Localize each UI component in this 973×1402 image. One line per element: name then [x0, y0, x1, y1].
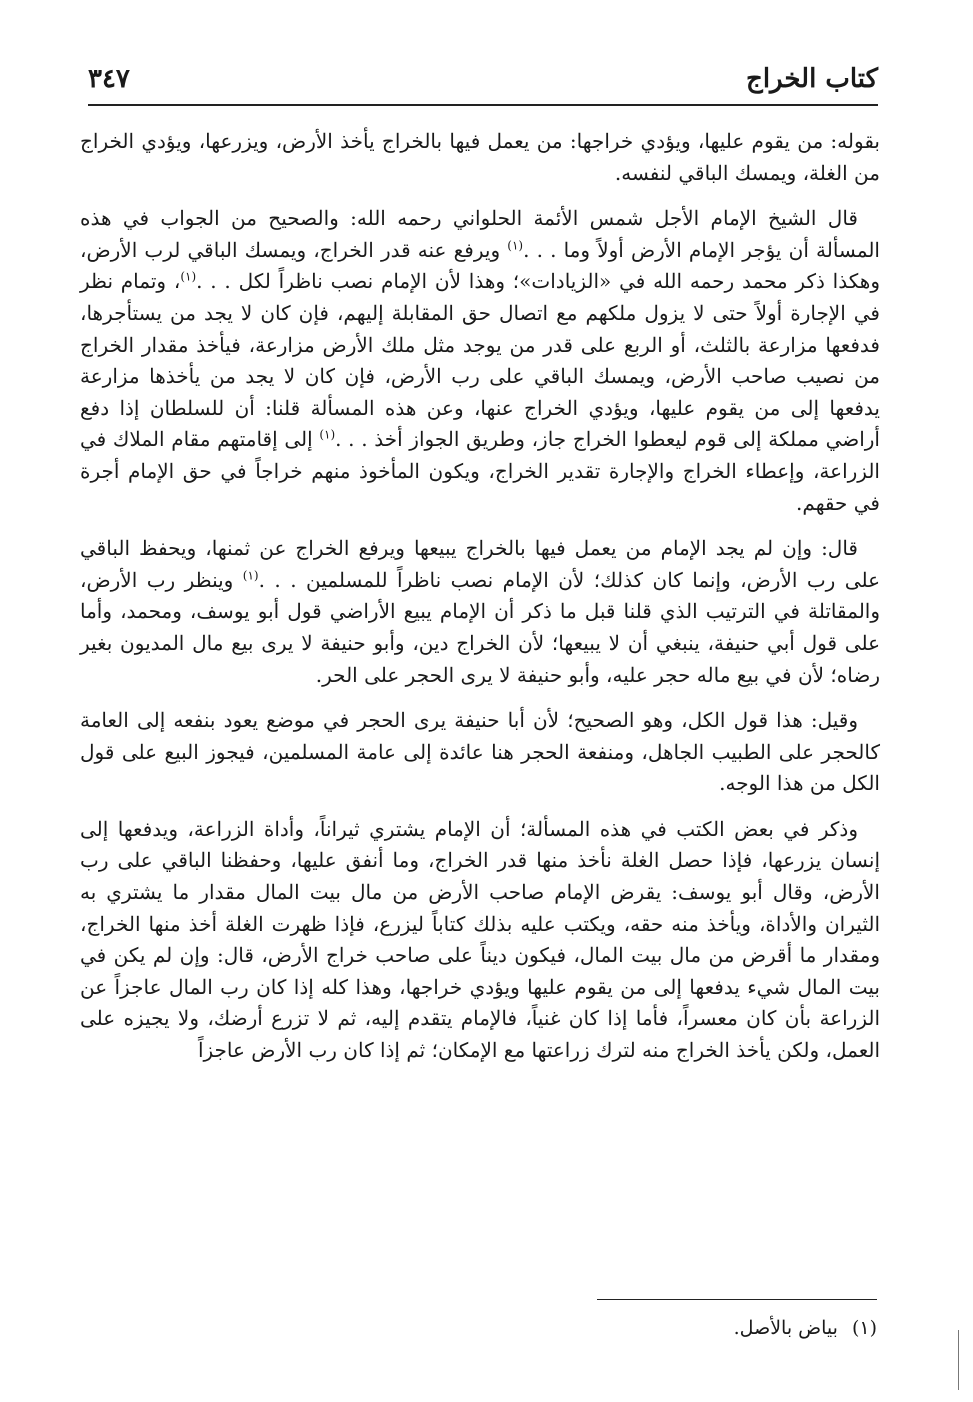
page-header	[88, 62, 878, 102]
footnote-ref: (١)	[180, 269, 197, 284]
footnote-text: بياض بالأصل.	[733, 1317, 838, 1339]
footnote	[734, 1314, 877, 1342]
paragraph-text: ، وتمام نظر في الإجارة أولاً حتى لا يزول ملكهم مع اتصال حق المقابلة إليهم، فإن كان لا يجد من يستأجرها، فدفعها مزارعة بالثلث، أو الربع على قدر من يوجد مثل ملك الأرض مزارعة، فيأخذ مقدار الخراج من نصيب صاحب الأرض، ويمسك الباقي على رب الأرض، فإن كان لا يجد من يأخذها مزارعة يدفعها إلى من يقوم عليها، ويؤدي الخراج عنها، وعن هذه المسألة قلنا: أن للسلطان إذا دفع أراضي مملكة إلى قوم ليعطوا الخراج جاز، وطريق الجواز أخذ . . .	[80, 269, 880, 452]
paragraph-text: قال: وإن لم يجد الإمام من يعمل فيها بالخراج يبيعها ويرفع الخراج عن ثمنها، ويحفظ الباقي على رب الأرض، وإنما كان كذلك؛ لأن الإمام نصب ناظراً للمسلمين . . .	[80, 536, 881, 592]
paragraph-2	[80, 203, 880, 519]
paragraph-text: قال الشيخ الإمام الأجل شمس الأئمة الحلواني رحمه الله: والصحيح من الجواب في هذه المسألة أن يؤجر الإمام الأرض أولاً وما . . .	[80, 206, 880, 262]
running-title: كتاب الخراج	[746, 64, 878, 94]
footnote-ref: (١)	[507, 238, 524, 253]
page-number: ٣٤٧	[88, 64, 130, 94]
footnote-ref: (١)	[242, 568, 259, 583]
paragraph-1	[80, 126, 880, 189]
paragraph-text: وينظر رب الأرض، والمقاتلة في الترتيب الذي قلنا قبل ما ذكر أن الإمام يبيع الأراضي قول أبو يوسف، ومحمد، وأما على قول أبي حنيفة، ينبغي أن لا يبيعها؛ لأن الخراج دين، وأبو حنيفة لا يرى بيع مال المديون بغير رضاه؛ لأن في بيع ماله حجر عليه، وأبو حنيفة لا يرى الحجر على الحر.	[80, 567, 880, 687]
paragraph-3	[80, 533, 880, 691]
paragraph-5	[80, 814, 880, 1067]
paragraph-text: وذكر في بعض الكتب في هذه المسألة؛ أن الإمام يشتري ثيراناً، وأداة الزراعة، ويدفعها إلى إنسان يزرعها، فإذا حصل الغلة نأخذ منها قدر الخراج، وما أنفق عليها، وحفظنا الباقي على رب الأرض، وقال أبو يوسف: يقرض الإمام صاحب الأرض من مال بيت المال مقدار ما يشتري به الثيران والأداة، ويأخذ منه حقه، ويكتب عليه بذلك كتاباً ليزرع، فإذا ظهرت الغلة أخذ منها الخراج، ومقدار ما أقرض من مال بيت المال، فيكون ديناً على صاحب خراج الأرض، قال: وإن لم يكن في بيت المال شيء يدفعها إلى من يقوم عليها ويؤدي خراجها، وهذا كله إذا كان رب المال عاجزاً عن الزراعة بأن كان معسراً، فأما إذا كان غنياً، فالإمام يتقدم إليه، ثم لا تزرع أرضك، ولا يجيزه على العمل، ولكن يأخذ الخراج منه لترك زراعتها مع الإمكان؛ ثم إذا كان رب الأرض عاجزاً	[80, 816, 880, 1063]
paragraph-text: إلى إقامتهم مقام الملاك في الزراعة، وإعطاء الخراج والإجارة تقدير الخراج، ويكون المأخوذ منهم خراجاً في حق الإمام أجرة في حقهم.	[80, 427, 880, 515]
paragraph-text: ويرفع عنه قدر الخراج، ويمسك الباقي لرب الأرض، وهكذا ذكر محمد رحمه الله في «الزيادات»؛ وهذا لأن الإمام نصب ناظراً لكل . . .	[80, 237, 880, 294]
footnote-ref: (١)	[319, 427, 336, 442]
paragraph-4	[80, 705, 880, 800]
paragraph-text: وقيل: هذا قول الكل، وهو الصحيح؛ لأن أبا حنيفة يرى الحجر في موضع يعود بنفعه إلى العامة كالحجر على الطبيب الجاهل، ومنفعة الحجر هنا عائدة إلى عامة المسلمين، فيجوز البيع على قول الكل من هذا الوجه.	[80, 708, 880, 796]
scan-edge-mark	[958, 1330, 959, 1390]
footnote-rule	[597, 1299, 877, 1300]
paragraph-text: بقوله: من يقوم عليها، ويؤدي خراجها: من يعمل فيها بالخراج يأخذ الأرض، ويزرعها، ويؤدي الخراج من الغلة، ويمسك الباقي لنفسه.	[80, 129, 881, 185]
footnote-number: (١)	[851, 1317, 877, 1339]
header-rule	[88, 104, 878, 106]
body-text	[80, 126, 880, 1081]
